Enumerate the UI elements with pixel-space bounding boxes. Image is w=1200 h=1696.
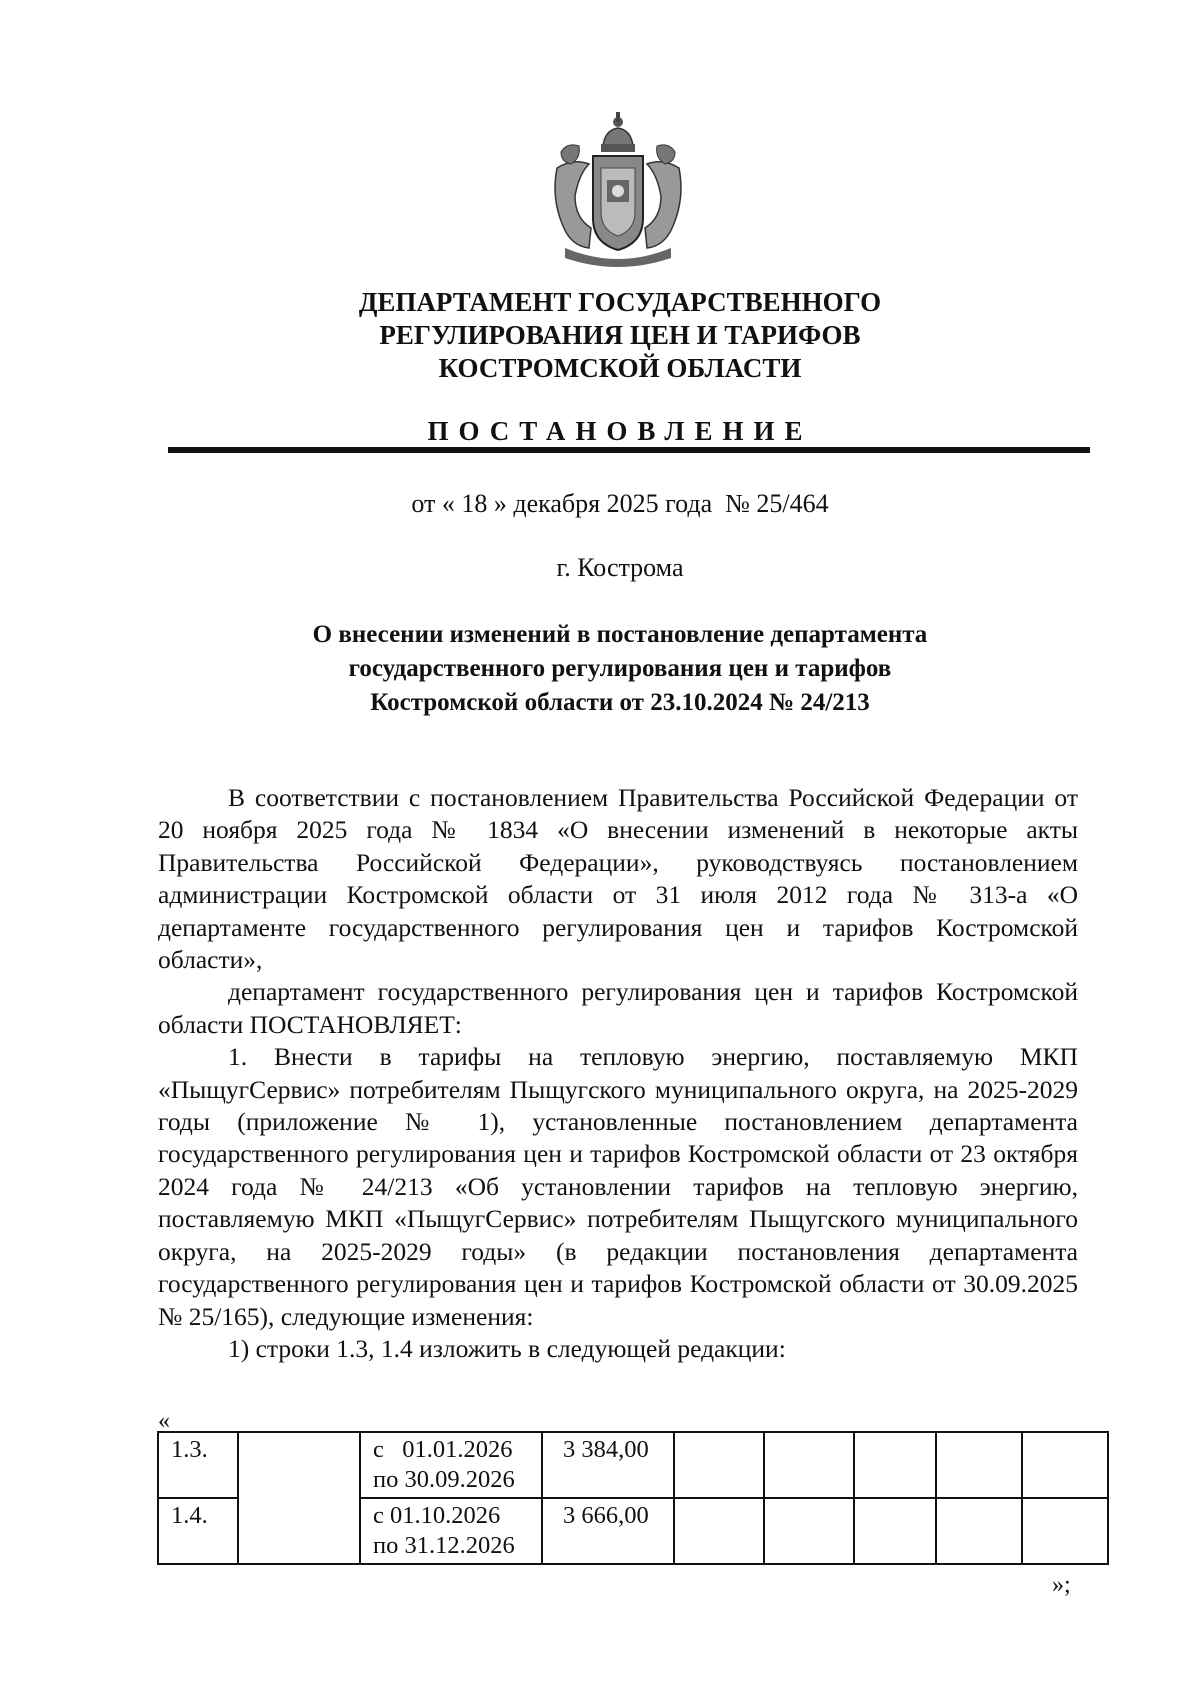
tariff-value: 3 384,00: [542, 1432, 674, 1498]
empty-cell: [238, 1432, 360, 1564]
header-divider: [168, 447, 1090, 453]
title-line: Костромской области от 23.10.2024 № 24/213: [370, 689, 870, 716]
empty-cell: [764, 1432, 854, 1498]
row-number: 1.3.: [158, 1432, 238, 1498]
tariff-table: [157, 1431, 1109, 1565]
coat-of-arms-icon: [545, 108, 691, 268]
empty-cell: [1022, 1432, 1108, 1498]
document-type: ПОСТАНОВЛЕНИЕ: [427, 416, 813, 446]
document-title: [200, 618, 1040, 720]
department-line: КОСТРОМСКОЙ ОБЛАСТИ: [438, 353, 802, 383]
row-number: 1.4.: [158, 1498, 238, 1564]
date-and-number: от « 18 » декабря 2025 года № 25/464: [411, 489, 829, 518]
department-line: РЕГУЛИРОВАНИЯ ЦЕН И ТАРИФОВ: [379, 320, 861, 350]
city: г. Кострома: [556, 553, 684, 582]
quote-open: «: [158, 1408, 170, 1434]
paragraph-preamble: В соответствии с постановлением Правительства Российской Федерации от 20 ноября 2025 года № 1834 «О внесении изменений в некоторые акты Правительства Российской Федерации», руководствуясь постановлением администрации Костромской области от 31 июля 2012 года № 313-а «О департаменте государственного регулирования цен и тарифов Костромской области»,: [158, 783, 1078, 975]
empty-cell: [854, 1498, 936, 1564]
period-from: с 01.01.2026: [373, 1436, 513, 1463]
empty-cell: [936, 1498, 1022, 1564]
paragraph-subitem-1: 1) строки 1.3, 1.4 изложить в следующей редакции:: [228, 1333, 786, 1363]
table-row: [158, 1432, 1108, 1498]
period-to: по 30.09.2026: [373, 1466, 515, 1493]
paragraph-resolves: департамент государственного регулирования цен и тарифов Костромской области ПОСТАНОВЛЯЕТ:: [158, 977, 1078, 1039]
document-body: [158, 782, 1078, 1365]
period-from: с 01.10.2026: [373, 1502, 501, 1529]
title-line: О внесении изменений в постановление департамента: [312, 621, 928, 648]
empty-cell: [936, 1432, 1022, 1498]
title-line: государственного регулирования цен и тарифов: [348, 655, 892, 682]
department-name: [200, 286, 1040, 385]
empty-cell: [854, 1432, 936, 1498]
empty-cell: [674, 1498, 764, 1564]
empty-cell: [1022, 1498, 1108, 1564]
period-to: по 31.12.2026: [373, 1532, 515, 1559]
period-cell: [360, 1432, 542, 1498]
paragraph-item-1: 1. Внести в тарифы на тепловую энергию, поставляемую МКП «ПыщугСервис» потребителям Пыщугского муниципального округа, на 2025-2029 годы (приложение № 1), установленные постановлением департамента государственного регулирования цен и тарифов Костромской области от 23 октября 2024 года № 24/213 «Об установлении тарифов на тепловую энергию, поставляемую МКП «ПыщугСервис» потребителям Пыщугского муниципального округа, на 2025-2029 годы» (в редакции постановления департамента государственного регулирования цен и тарифов Костромской области от 30.09.2025 № 25/165), следующие изменения:: [158, 1042, 1078, 1331]
empty-cell: [674, 1432, 764, 1498]
period-cell: [360, 1498, 542, 1564]
department-line: ДЕПАРТАМЕНТ ГОСУДАРСТВЕННОГО: [358, 287, 882, 317]
quote-close: »;: [1052, 1572, 1071, 1598]
empty-cell: [764, 1498, 854, 1564]
tariff-value: 3 666,00: [542, 1498, 674, 1564]
